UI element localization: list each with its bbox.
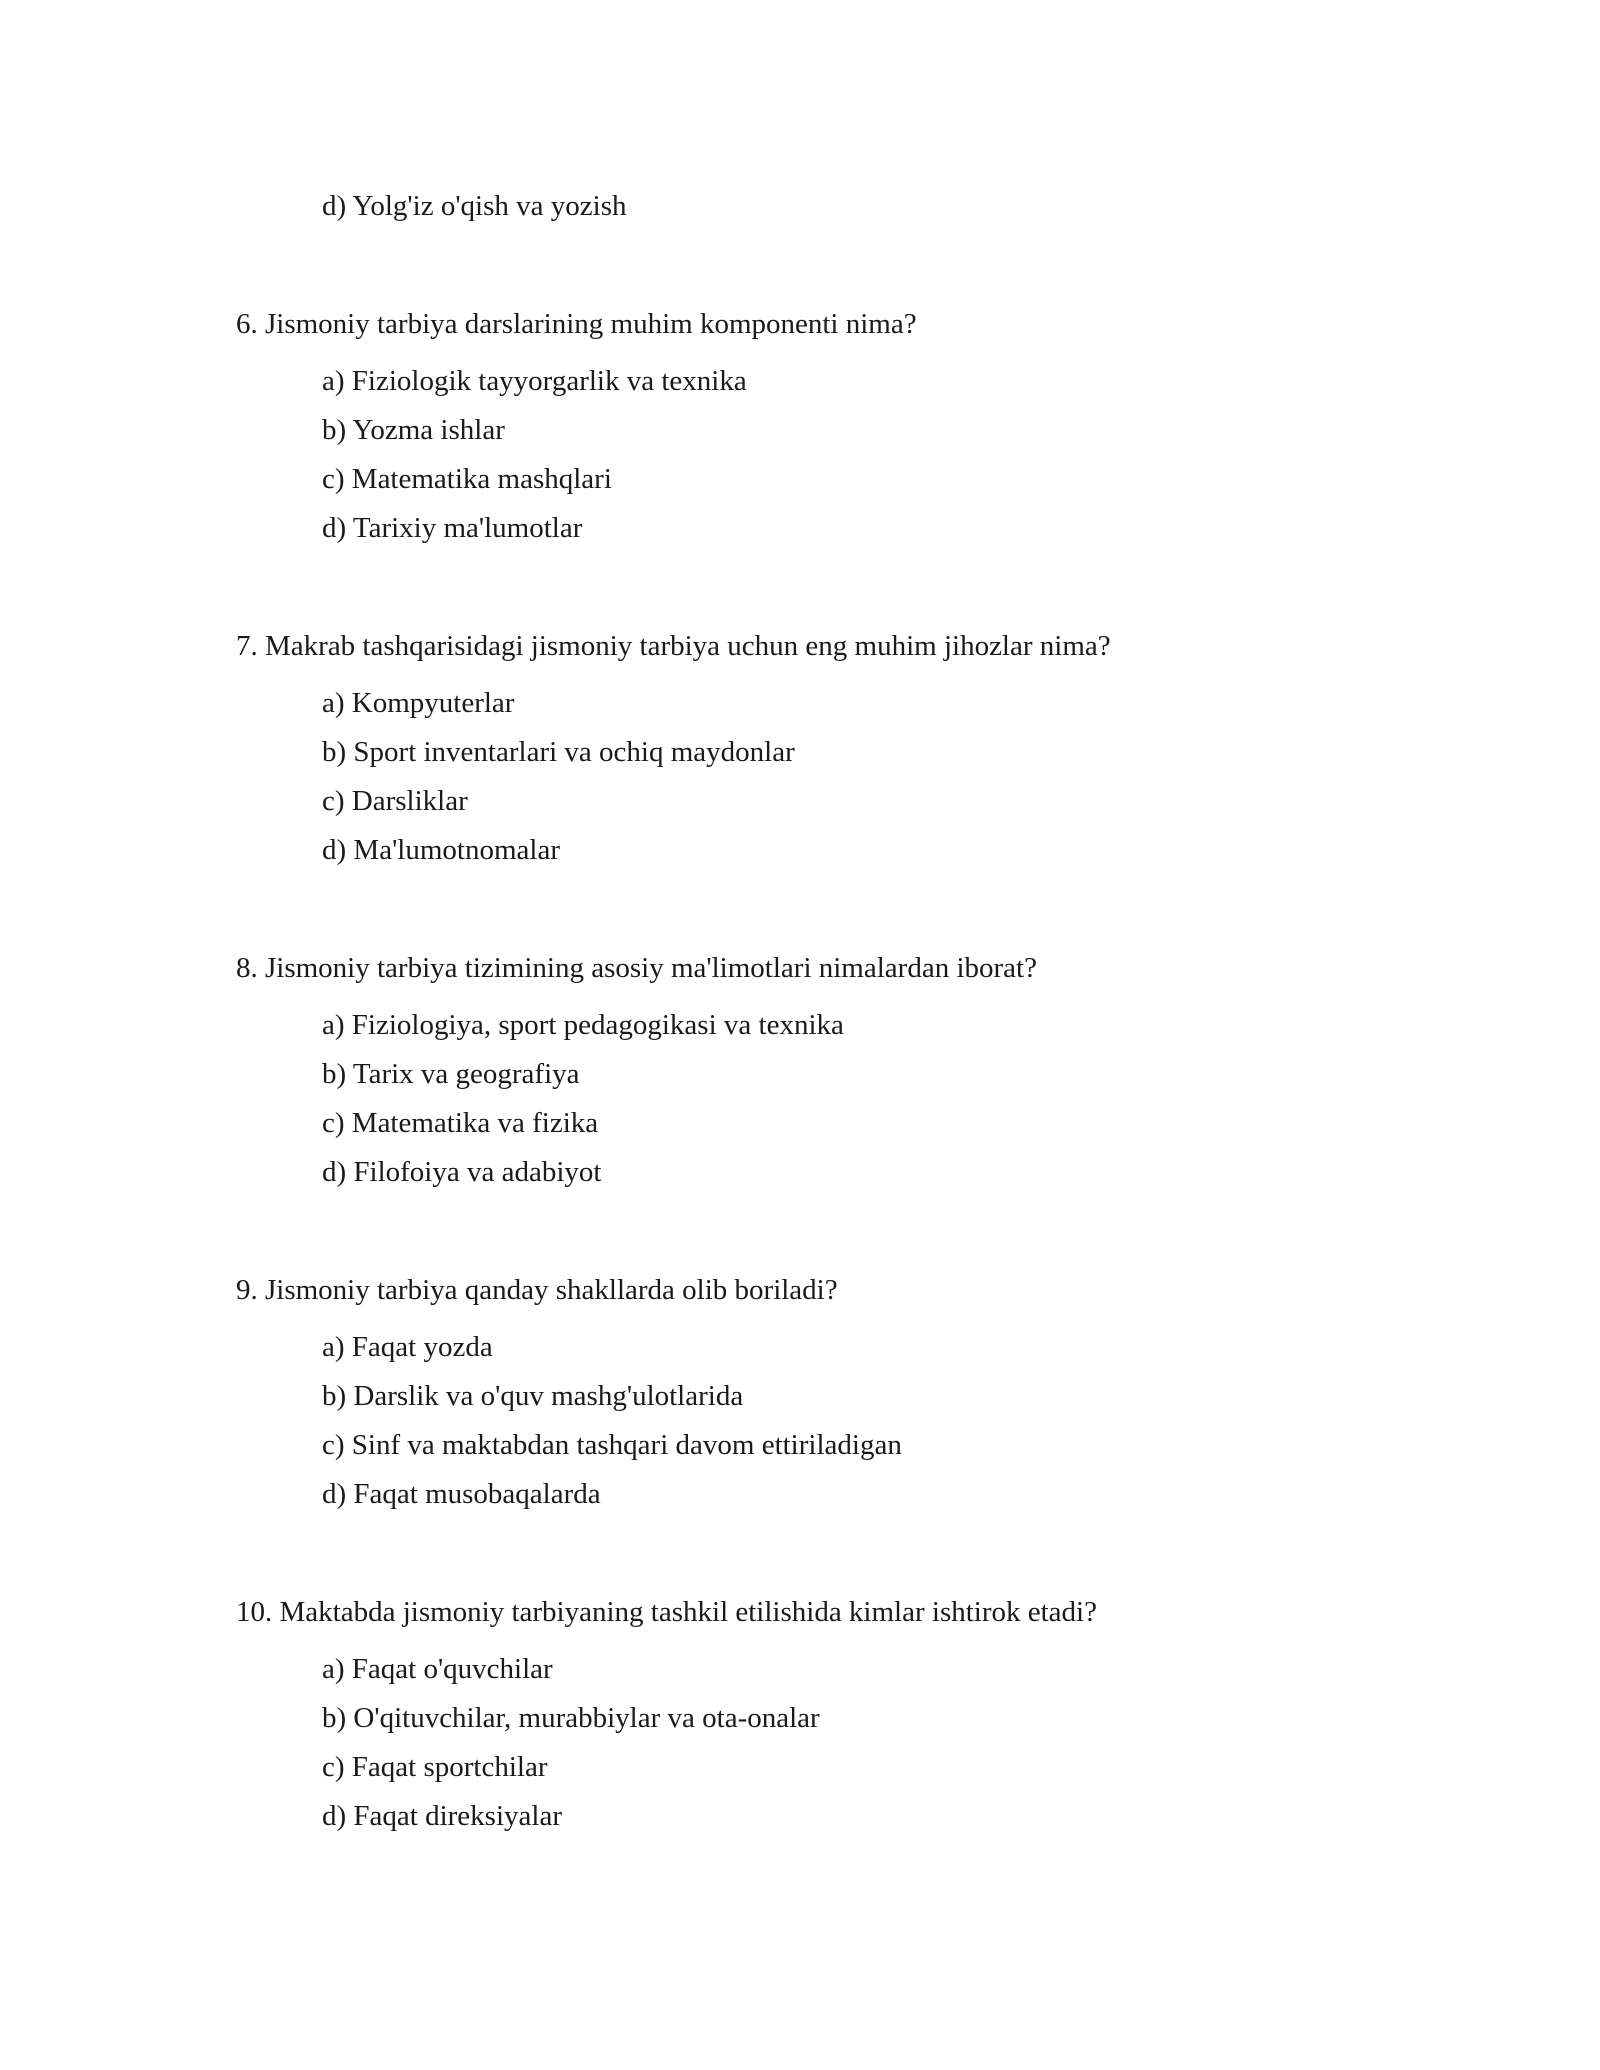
q7-option-a: a) Kompyuterlar (322, 687, 515, 719)
q8-option-c: c) Matematika va fizika (322, 1107, 599, 1139)
q6-option-a: a) Fiziologik tayyorgarlik va texnika (322, 365, 747, 397)
q10-option-d: d) Faqat direksiyalar (322, 1800, 562, 1832)
q6-option-d: d) Tarixiy ma'lumotlar (322, 512, 583, 544)
q9-option-d: d) Faqat musobaqalarda (322, 1478, 601, 1510)
q7-option-d: d) Ma'lumotnomalar (322, 834, 560, 866)
q10-option-a: a) Faqat o'quvchilar (322, 1653, 553, 1685)
question-8: 8. Jismoniy tarbiya tizimining asosiy ma'limotlari nimalardan iborat? (236, 952, 1037, 984)
q9-option-c: c) Sinf va maktabdan tashqari davom ettiriladigan (322, 1429, 902, 1461)
question-10: 10. Maktabda jismoniy tarbiyaning tashkil etilishida kimlar ishtirok etadi? (236, 1596, 1097, 1628)
question-6: 6. Jismoniy tarbiya darslarining muhim komponenti nima? (236, 308, 917, 340)
q8-option-a: a) Fiziologiya, sport pedagogikasi va texnika (322, 1009, 844, 1041)
carry-over-option-d: d) Yolg'iz o'qish va yozish (322, 190, 627, 222)
q8-option-b: b) Tarix va geografiya (322, 1058, 580, 1090)
q9-option-b: b) Darslik va o'quv mashg'ulotlarida (322, 1380, 744, 1412)
q6-option-b: b) Yozma ishlar (322, 414, 505, 446)
q10-option-b: b) O'qituvchilar, murabbiylar va ota-onalar (322, 1702, 820, 1734)
q9-option-a: a) Faqat yozda (322, 1331, 493, 1363)
question-9: 9. Jismoniy tarbiya qanday shakllarda olib boriladi? (236, 1274, 838, 1306)
q7-option-b: b) Sport inventarlari va ochiq maydonlar (322, 736, 795, 768)
q8-option-d: d) Filofoiya va adabiyot (322, 1156, 602, 1188)
question-7: 7. Makrab tashqarisidagi jismoniy tarbiya uchun eng muhim jihozlar nima? (236, 630, 1111, 662)
q7-option-c: c) Darsliklar (322, 785, 468, 817)
q6-option-c: c) Matematika mashqlari (322, 463, 612, 495)
q10-option-c: c) Faqat sportchilar (322, 1751, 548, 1783)
